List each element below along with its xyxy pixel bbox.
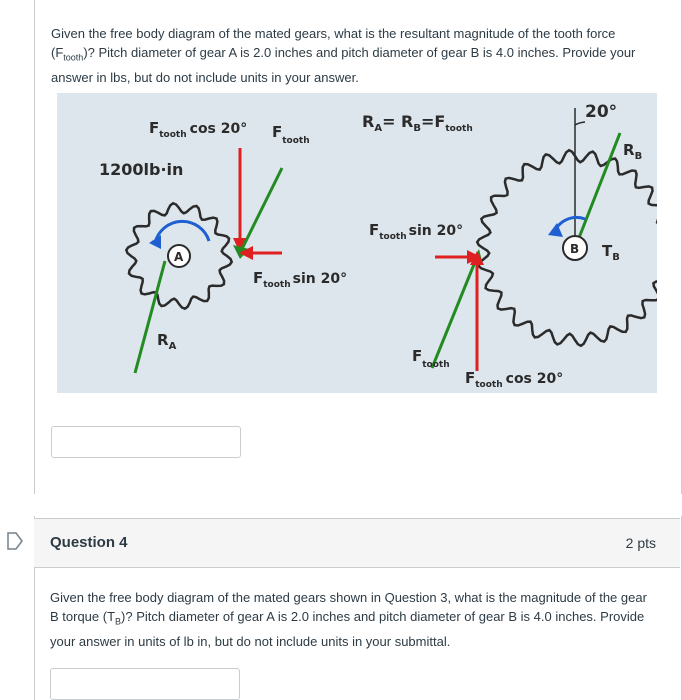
torque-a-label: 1200lb·in	[99, 160, 184, 179]
ftooth-arrow-right	[432, 257, 477, 368]
rb-label: $R_B$	[623, 141, 643, 162]
question-4-points: 2 pts	[625, 535, 656, 551]
ftooth-sin-label-left: $F_{tooth}$ sin 20°	[253, 269, 348, 290]
question-3-text-part-2: )? Pitch diameter of gear A is 2.0 inches and pitch diameter of gear B is 4.0 inches. Provide your answer in lbs, but do not include units in your answer.	[51, 45, 636, 85]
question-4-answer-input[interactable]	[50, 668, 240, 700]
torque-a-arrowhead	[149, 235, 161, 249]
ftooth-label-left: $F_{tooth}$	[272, 123, 310, 146]
ftooth-label-right: $F_{tooth}$	[412, 347, 450, 370]
angle-label: 20°	[585, 102, 618, 122]
question-4-text-part-1: Given the free body diagram of the mated gears shown in Question 3, what is the magnitude of the gear B torque (T	[50, 590, 647, 624]
ra-label: $R_A$	[157, 331, 177, 352]
gear-diagram-svg	[57, 93, 657, 393]
question-3-text	[51, 24, 651, 87]
question-4-text-part-2: )? Pitch diameter of gear A is 2.0 inches and pitch diameter of gear B is 4.0 inches. Provide your answer in units of lb in, but do not include units in your submittal.	[50, 609, 645, 649]
ftooth-cos-label-right: $F_{tooth}$ cos 20°	[465, 369, 564, 390]
torque-a-arc	[155, 221, 209, 243]
ftooth-arrow-left	[240, 168, 282, 253]
rb-line	[575, 133, 620, 248]
ftooth-cos-label-left: $F_{tooth}$ cos 20°	[149, 119, 248, 140]
tooth-subscript: tooth	[63, 52, 84, 63]
flag-icon[interactable]	[6, 531, 24, 551]
b-subscript: B	[115, 616, 122, 627]
gear-b-label: B	[570, 242, 580, 256]
equation-label: $R_A= R_B=F_{tooth}$	[362, 112, 473, 134]
question-3-text-part-1: Given the free body diagram of the mated gears, what is the resultant magnitude of the tooth force (F	[51, 26, 616, 60]
question-4-title: Question 4	[50, 534, 128, 551]
angle-arc	[575, 122, 585, 125]
tb-label: $T_B$	[602, 242, 620, 263]
gear-a-label: A	[174, 250, 184, 264]
ftooth-sin-label-right: $F_{tooth}$ sin 20°	[369, 221, 464, 242]
question-3-answer-input[interactable]	[51, 426, 241, 458]
question-gap	[0, 494, 682, 516]
question-4-header	[34, 518, 680, 568]
question-4-text	[50, 588, 650, 651]
free-body-diagram	[57, 93, 657, 393]
